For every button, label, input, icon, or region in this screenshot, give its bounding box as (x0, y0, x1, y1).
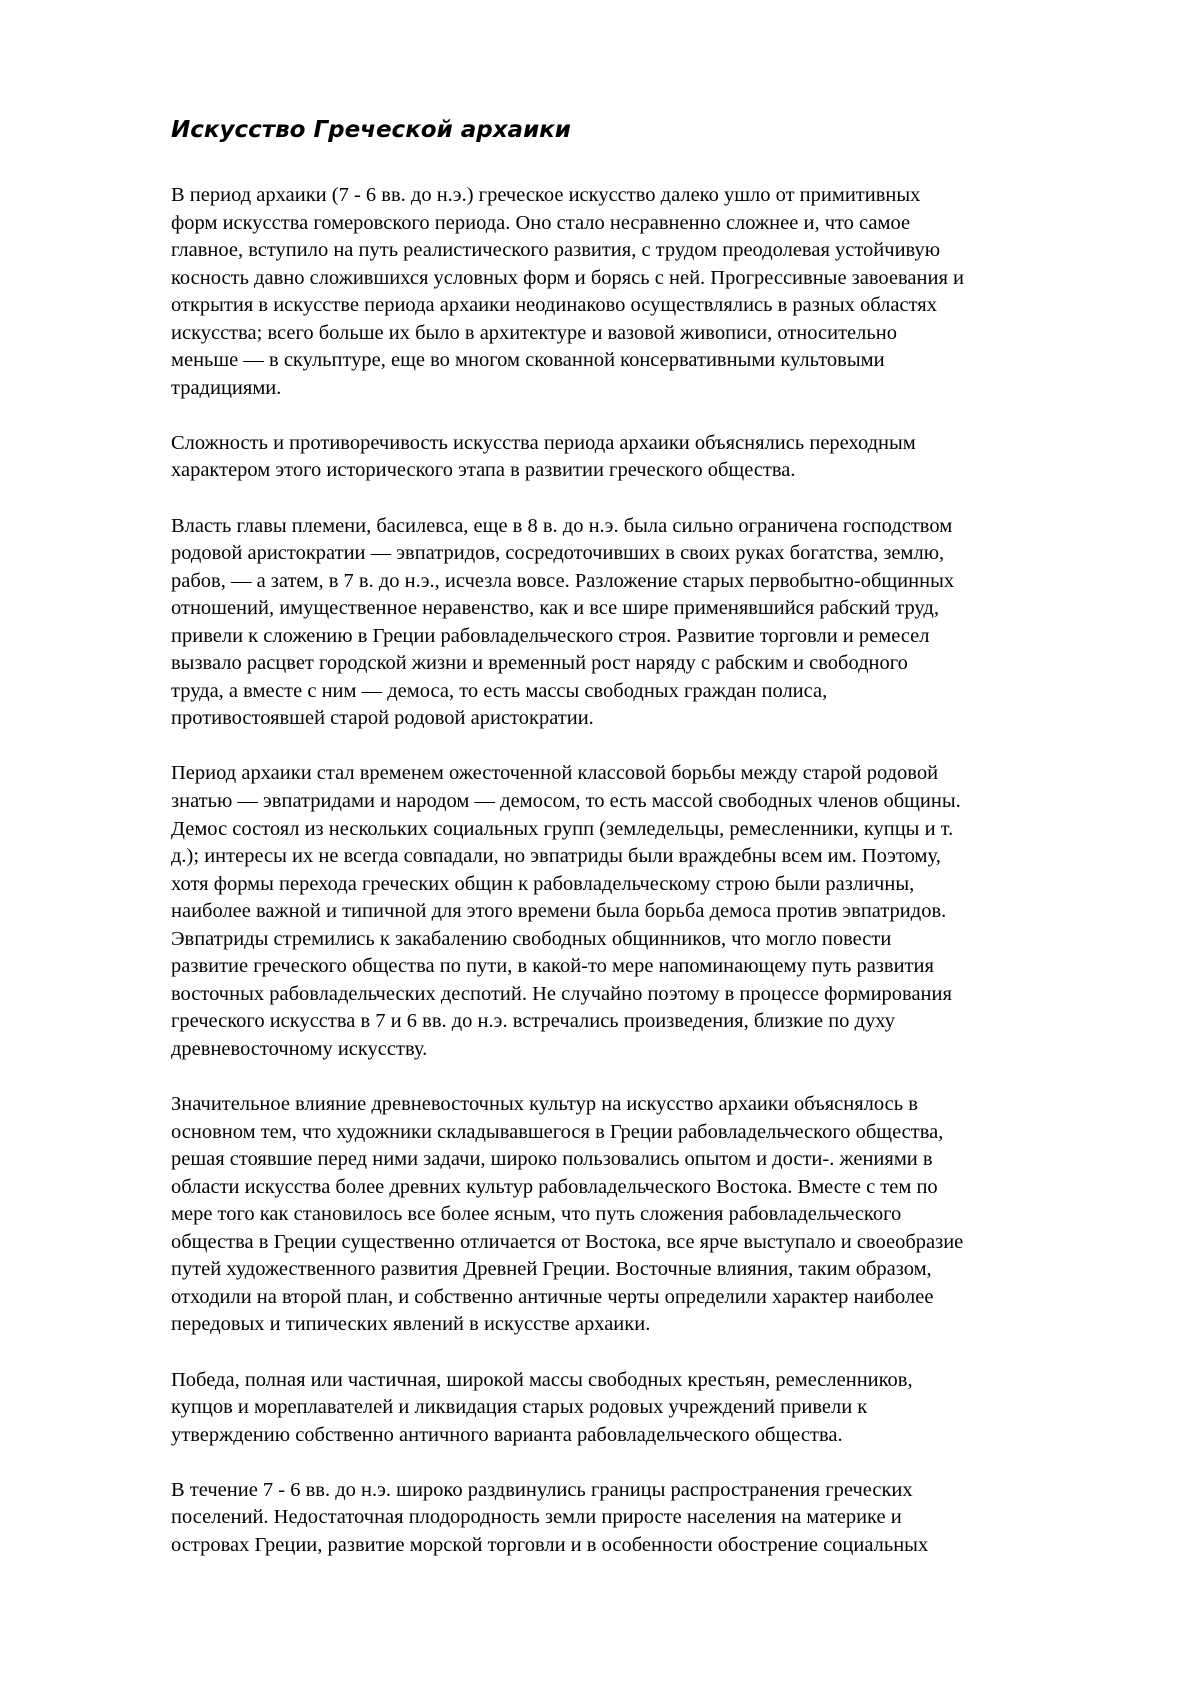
text-line: общества в Греции существенно отличается от Востока, все ярче выступало и своеобразие (171, 1230, 964, 1253)
text-line: утверждению собственно античного варианта рабовладельческого общества. (171, 1423, 843, 1446)
text-line: рабов, — а затем, в 7 в. до н.э., исчезла вовсе. Разложение старых первобытно-общинных (171, 569, 955, 592)
text-line: противостоявшей старой родовой аристократии. (171, 707, 594, 730)
text-line: области искусства более древних культур рабовладельческого Востока. Вместе с тем по (171, 1175, 938, 1198)
paragraph (171, 760, 1176, 1063)
text-line: отношений, имущественное неравенство, как и все шире применявшийся рабский труд, (171, 597, 939, 620)
text-line: Эвпатриды стремились к закабалению свободных общинников, что могло повести (171, 927, 892, 950)
text-line: открытия в искусстве периода архаики неодинаково осуществлялись в разных областях (171, 294, 937, 317)
text-line: косность давно сложившихся условных форм и борясь с ней. Прогрессивные завоевания и (171, 266, 964, 289)
text-line: В период архаики (7 - 6 вв. до н.э.) греческое искусство далеко ушло от примитивных (171, 184, 921, 206)
text-line: решая стоявшие перед ними задачи, широко пользовались опытом и дости-. жениями в (171, 1148, 933, 1171)
text-line: д.); интересы их не всегда совпадали, но эвпатриды были враждебны всем им. Поэтому, (171, 845, 941, 868)
text-line: главное, вступило на путь реалистического развития, с трудом преодолевая устойчивую (171, 239, 941, 262)
text-line: труда, а вместе с ним — демоса, то есть массы свободных граждан полиса, (171, 679, 828, 702)
text-line: Победа, полная или частичная, широкой массы свободных крестьян, ремесленников, (171, 1368, 913, 1391)
text-line: характером этого исторического этапа в развитии греческого общества. (171, 459, 796, 482)
text-line: вызвало расцвет городской жизни и временный рост наряду с рабским и свободного (171, 652, 908, 675)
text-line: традициями. (171, 376, 282, 399)
text-line: Сложность и противоречивость искусства периода архаики объяснялись переходным (171, 431, 916, 454)
paragraph (171, 513, 1176, 733)
text-line: родовой аристократии — эвпатридов, сосредоточивших в своих руках богатства, землю, (171, 542, 945, 565)
paragraph (171, 430, 1176, 485)
text-line: основном тем, что художники складывавшегося в Греции рабовладельческого общества, (171, 1120, 944, 1143)
text-line: поселений. Недостаточная плодородность земли приросте населения на материке и (171, 1506, 902, 1529)
text-line: древневосточному искусству. (171, 1037, 428, 1060)
text-line: передовых и типических явлений в искусстве архаики. (171, 1313, 651, 1336)
text-line: Демос состоял из нескольких социальных групп (земледельцы, ремесленники, купцы и т. (171, 817, 954, 840)
text-line: островах Греции, развитие морской торговли и в особенности обострение социальных (171, 1533, 929, 1556)
paragraph (171, 1477, 1176, 1560)
paragraph (171, 1091, 1176, 1339)
paragraph (171, 182, 1176, 402)
text-line: искусства; всего больше их было в архитектуре и вазовой живописи, относительно (171, 321, 897, 344)
text-line: купцов и мореплавателей и ликвидация старых родовых учреждений привели к (171, 1396, 868, 1419)
text-line: восточных рабовладельческих деспотий. Не случайно поэтому в процессе формирования (171, 982, 952, 1005)
text-line: хотя формы перехода греческих общин к рабовладельческому строю были различны, (171, 872, 915, 895)
text-line: наиболее важной и типичной для этого времени была борьба демоса против эвпатридов. (171, 900, 947, 923)
text-line: путей художественного развития Древней Греции. Восточные влияния, таким образом, (171, 1258, 932, 1281)
text-line: Значительное влияние древневосточных культур на искусство архаики объяснялось в (171, 1093, 918, 1116)
text-line: меньше — в скульптуре, еще во многом скованной консервативными культовыми (171, 349, 885, 372)
text-line: форм искусства гомеровского периода. Оно стало несравненно сложнее и, что самое (171, 211, 911, 234)
text-line: Период архаики стал временем ожесточенной классовой борьбы между старой родовой (171, 762, 939, 785)
document-body (171, 182, 1176, 1587)
document-title: Искусство Греческой архаики (171, 117, 571, 143)
text-line: греческого искусства в 7 и 6 вв. до н.э. встречались произведения, близкие по духу (171, 1010, 895, 1033)
text-line: отходили на второй план, и собственно античные черты определили характер наиболее (171, 1285, 934, 1308)
text-line: знатью — эвпатридами и народом — демосом, то есть массой свободных членов общины. (171, 790, 961, 813)
text-line: развитие греческого общества по пути, в какой-то мере напоминающему путь развития (171, 955, 934, 978)
text-line: привели к сложению в Греции рабовладельческого строя. Развитие торговли и ремесел (171, 624, 930, 647)
text-line: мере того как становилось все более ясным, что путь сложения рабовладельческого (171, 1203, 902, 1226)
paragraph (171, 1367, 1176, 1450)
text-line: В течение 7 - 6 вв. до н.э. широко раздвинулись границы распространения греческих (171, 1478, 913, 1501)
text-line: Власть главы племени, басилевса, еще в 8 в. до н.э. была сильно ограничена господством (171, 514, 953, 537)
